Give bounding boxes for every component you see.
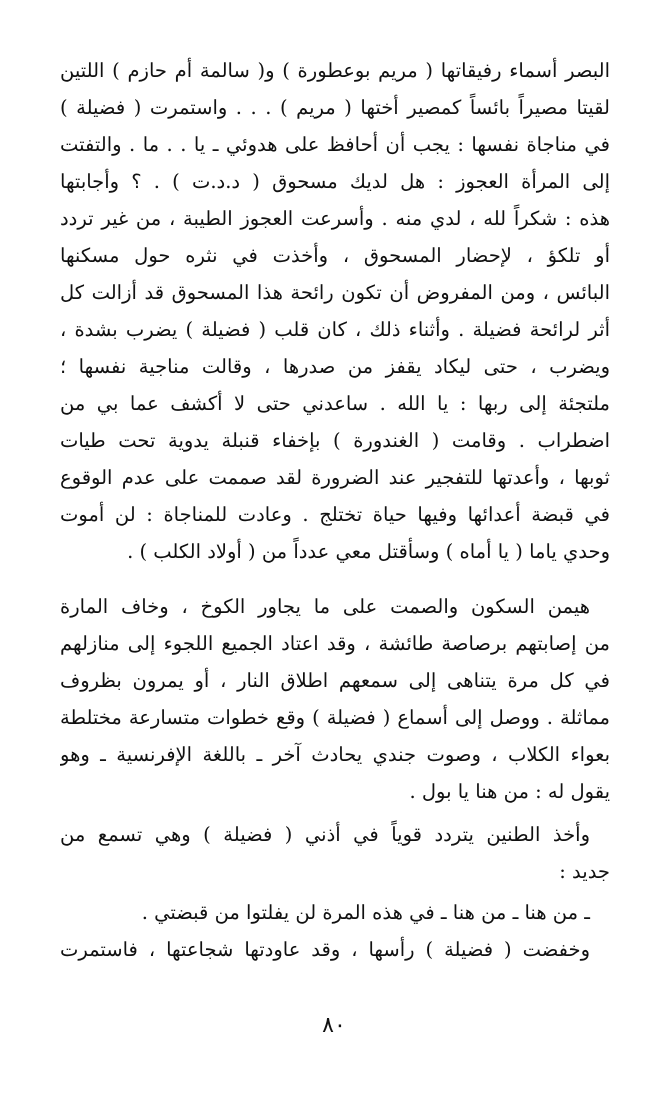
text-line: ـ من هنا ـ من هنا ـ في هذه المرة لن يفلتوا من قبضتي . <box>141 901 590 924</box>
text-line: في مناجاة نفسها : يجب أن أحافظ على هدوئي ـ يا . . ما . والتفتت <box>60 133 610 156</box>
text-line: وحدي ياما ( يا أماه ) وسأقتل معي عدداً من ( أولاد الكلب ) . <box>127 540 610 563</box>
paragraph-3 <box>60 816 610 890</box>
text-line: بعواء الكلاب ، وصوت جندي يحادث آخر ـ باللغة الإفرنسية ـ وهو <box>60 743 610 766</box>
text-line: إلى المرأة العجوز : هل لديك مسحوق ( د.د.ت ) . ؟ وأجابتها <box>60 170 610 193</box>
paragraph-4 <box>60 894 610 968</box>
page-number: ٨٠ <box>322 1013 346 1038</box>
body-text <box>60 52 610 968</box>
text-line: البصر أسماء رفيقاتها ( مريم بوعطورة ) و( سالمة أم حازم ) اللتين <box>60 59 610 82</box>
text-line: هيمن السكون والصمت على ما يجاور الكوخ ، وخاف المارة <box>60 595 590 618</box>
text-line: في كل مرة يتناهى إلى سمعهم اطلاق النار ، أو يمرون بظروف <box>60 669 610 692</box>
text-line: مماثلة . ووصل إلى أسماع ( فضيلة ) وقع خطوات متسارعة مختلطة <box>60 706 610 729</box>
text-line: وخفضت ( فضيلة ) رأسها ، وقد عاودتها شجاعتها ، فاستمرت <box>60 938 590 961</box>
text-line: من إصابتهم برصاصة طائشة ، وقد اعتاد الجميع اللجوء إلى منازلهم <box>60 632 610 655</box>
text-line: هذه : شكراً لله ، لدي منه . وأسرعت العجوز الطيبة ، من غير تردد <box>60 207 610 230</box>
text-line: أثر لرائحة فضيلة . وأثناء ذلك ، كان قلب ( فضيلة ) يضرب بشدة ، <box>60 318 610 341</box>
text-line: اضطراب . وقامت ( الغندورة ) بإخفاء قنبلة يدوية تحت طيات <box>60 429 610 452</box>
text-line: أو تلكؤ ، لإحضار المسحوق ، وأخذت في نثره حول مسكنها <box>60 244 610 267</box>
text-line: وأخذ الطنين يتردد قوياً في أذني ( فضيلة ) وهي تسمع من <box>60 823 590 846</box>
text-line: البائس ، ومن المفروض أن تكون رائحة هذا المسحوق قد أزالت كل <box>60 281 610 304</box>
paragraph-1 <box>60 52 610 570</box>
text-line: لقيتا مصيراً بائساً كمصير أختها ( مريم ) . . . واستمرت ( فضيلة ) <box>60 96 610 119</box>
paragraph-2 <box>60 588 610 810</box>
text-line: ثوبها ، وأعدتها للتفجير عند الضرورة لقد صممت على عدم الوقوع <box>60 466 610 489</box>
text-line: ويضرب ، حتى ليكاد يقفز من صدرها ، وقالت مناجية نفسها ؛ <box>60 355 610 378</box>
text-line: في قبضة أعدائها وفيها حياة تختلج . وعادت للمناجاة : لن أموت <box>60 503 610 526</box>
text-line: يقول له : من هنا يا بول . <box>409 780 610 803</box>
text-line: ملتجئة إلى ربها : يا الله . ساعدني حتى لا أكشف عما بي من <box>60 392 610 415</box>
text-line: جديد : <box>559 860 610 883</box>
